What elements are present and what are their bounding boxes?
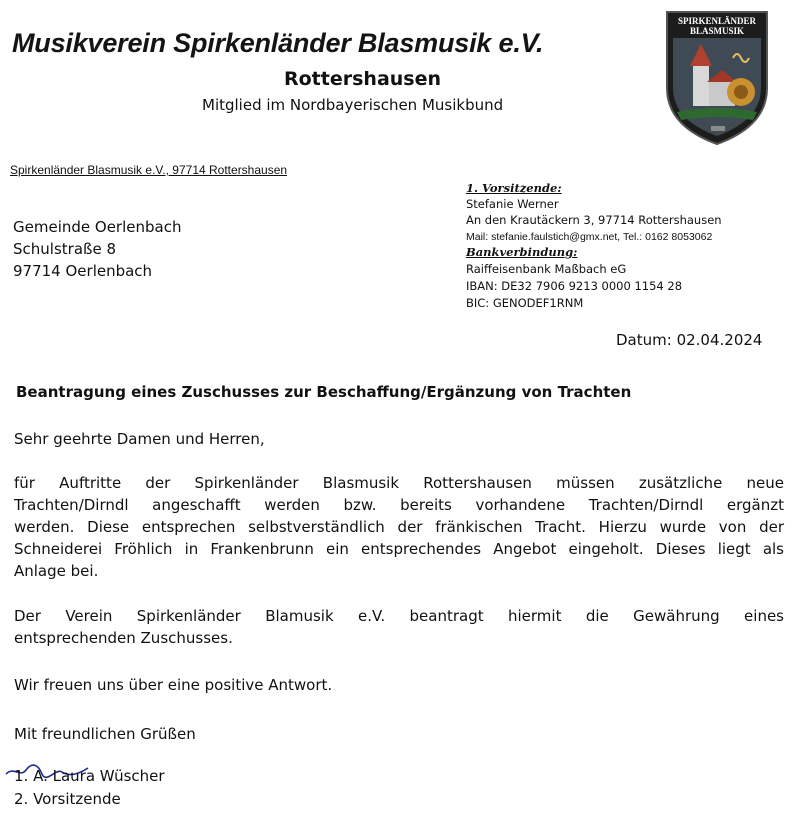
organization-name: Musikverein Spirkenländer Blasmusik e.V. <box>12 28 544 58</box>
signer-name: 1. A. Laura Wüscher <box>14 767 165 785</box>
recipient-city: 97714 Oerlenbach <box>13 262 153 280</box>
logo-text-line1: SPIRKENLÄNDER <box>677 16 757 26</box>
bank-name: Raiffeisenbank Maßbach eG <box>466 262 627 276</box>
body-p1-line1: für Auftritte der Spirkenländer Blasmusik Rottershausen müssen zusätzliche neue <box>14 474 784 492</box>
club-crest-logo <box>663 8 771 148</box>
body-p3: Wir freuen uns über eine positive Antwort. <box>14 676 333 694</box>
body-p1-line2: Trachten/Dirndl angeschafft werden bzw. bereits vorhandene Trachten/Dirndl ergänzt <box>14 496 784 514</box>
bank-heading: Bankverbindung: <box>466 245 578 259</box>
membership-line: Mitglied im Nordbayerischen Musikbund <box>202 96 504 114</box>
recipient-street: Schulstraße 8 <box>13 240 116 258</box>
recipient-name: Gemeinde Oerlenbach <box>13 218 182 236</box>
body-p1-line3: werden. Diese entsprechen selbstverständlich der fränkischen Tracht. Hierzu wurde von der <box>14 518 784 536</box>
logo-text-line2: BLASMUSIK <box>689 26 745 36</box>
salutation: Sehr geehrte Damen und Herren, <box>14 430 265 448</box>
chair-heading: 1. Vorsitzende: <box>466 181 562 195</box>
organization-city: Rottershausen <box>284 68 442 90</box>
letter-date: Datum: 02.04.2024 <box>616 331 763 349</box>
body-p2-line1: Der Verein Spirkenländer Blamusik e.V. beantragt hiermit die Gewährung eines <box>14 607 784 625</box>
body-p1-line5: Anlage bei. <box>14 562 99 580</box>
bank-bic: BIC: GENODEF1RNM <box>466 296 584 310</box>
chair-name: Stefanie Werner <box>466 197 559 211</box>
signer-role: 2. Vorsitzende <box>14 790 121 808</box>
chair-address: An den Krautäckern 3, 97714 Rottershausen <box>466 213 722 227</box>
bank-iban: IBAN: DE32 7906 9213 0000 1154 28 <box>466 279 683 293</box>
chair-contact: Mail: stefanie.faulstich@gmx.net, Tel.: 0162 8053062 <box>466 231 713 243</box>
sender-return-address: Spirkenländer Blasmusik e.V., 97714 Rottershausen <box>10 163 288 177</box>
letter-subject: Beantragung eines Zuschusses zur Beschaffung/Ergänzung von Trachten <box>16 383 632 401</box>
body-p1-line4: Schneiderei Fröhlich in Frankenbrunn ein entsprechendes Angebot eingeholt. Dieses liegt als <box>14 540 784 558</box>
body-p2-line2: entsprechenden Zuschusses. <box>14 629 233 647</box>
closing: Mit freundlichen Grüßen <box>14 725 196 743</box>
